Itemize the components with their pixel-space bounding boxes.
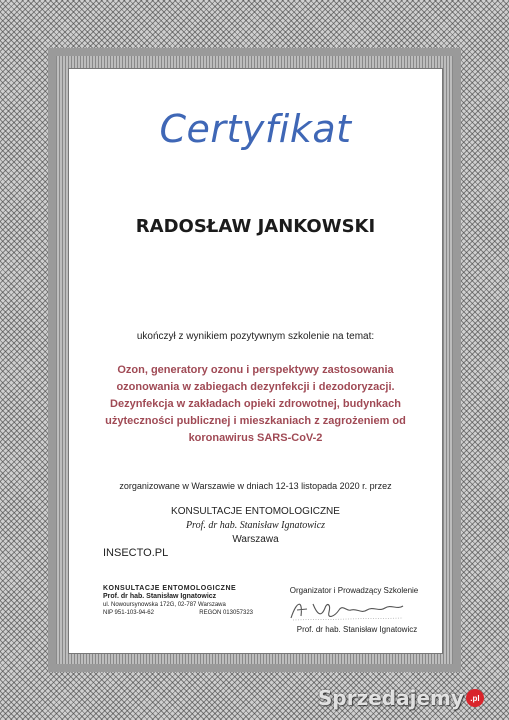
signature-role: Organizator i Prowadzący Szkolenie [289,586,419,595]
stamp-name: Prof. dr hab. Stanisław Ignatowicz [103,593,217,600]
certificate-title: Certyfikat [159,107,352,151]
recipient-name: RADOSŁAW JANKOWSKI [135,216,376,237]
training-topic [99,362,412,447]
watermark-badge-icon: .pl [466,689,484,707]
stamp-address: ul. Nowoursynowska 172G, 02-787 Warszawa [103,602,226,608]
organizer-prof: Prof. dr hab. Stanisław Ignatowicz [185,520,326,531]
watermark-text: Sprzedajemy [318,686,464,710]
intro-text: ukończył z wynikiem pozytywnym szkolenie na temat: [136,331,375,342]
topic-line: Dezynfekcja w zakładach opieki zdrowotnej, budynkach [110,398,401,410]
topic-line: użyteczności publicznej i mieszkaniach z zagrożeniem od [105,415,406,427]
handwritten-signature [287,596,407,624]
company-stamp [103,585,253,617]
organized-text: zorganizowane w Warszawie w dniach 12-13 listopada 2020 r. przez [119,481,392,491]
organizer-city: Warszawa [232,534,279,545]
website-label: INSECTO.PL [103,547,169,559]
topic-line: koronawirus SARS-CoV-2 [188,432,323,444]
topic-line: ozonowania w zabiegach dezynfekcji i dezodoryzacji. [116,381,395,393]
stamp-regon: REGON 013057323 [199,610,253,616]
stamp-head: KONSULTACJE ENTOMOLOGICZNE [103,585,237,592]
certificate-page [68,68,443,654]
stamp-nip: NIP 951-103-94-62 [103,610,154,616]
topic-line: Ozon, generatory ozonu i perspektywy zastosowania [117,364,394,376]
organizer-name: KONSULTACJE ENTOMOLOGICZNE [171,506,340,517]
organizer-block [69,505,442,547]
signature-name: Prof. dr hab. Stanisław Ignatowicz [296,625,418,634]
sprzedajemy-watermark [318,686,484,710]
